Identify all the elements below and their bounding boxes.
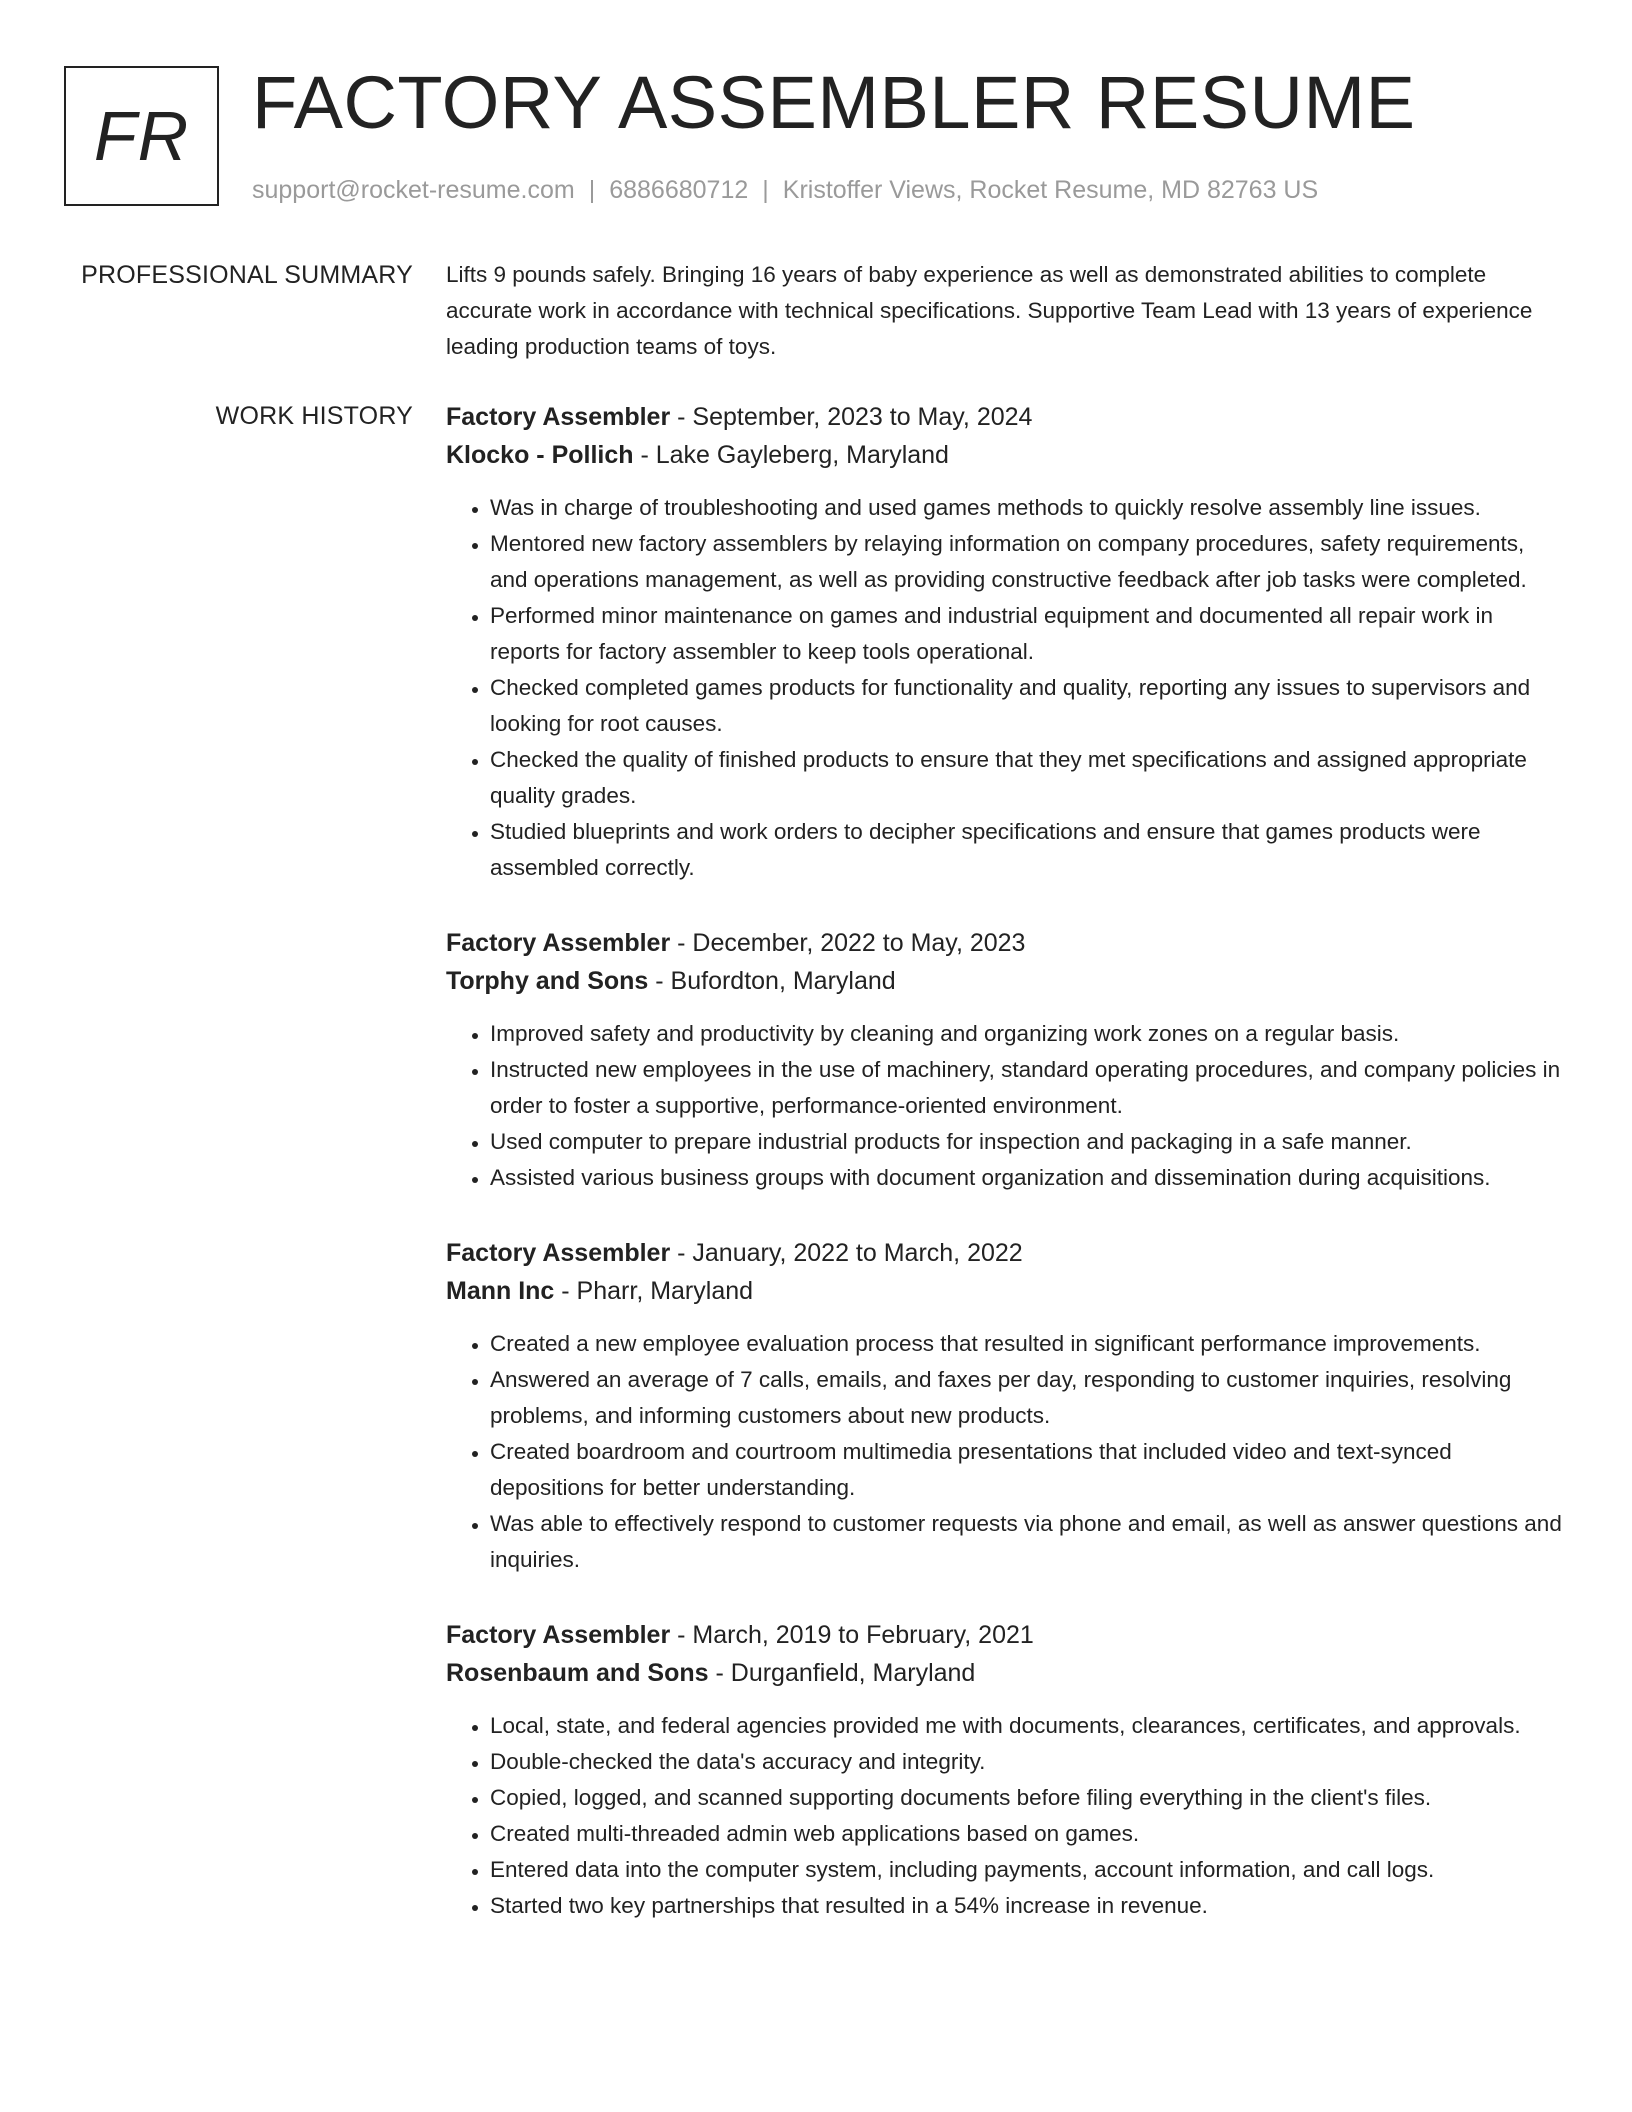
contact-line bbox=[252, 172, 1318, 208]
contact-separator: | bbox=[762, 176, 769, 204]
job-bullet: • Copied, logged, and scanned supporting documents before filing everything in the client's files. bbox=[490, 1780, 1566, 1816]
monogram-initials: FR bbox=[93, 97, 190, 175]
job-location: - Durganfield, Maryland bbox=[708, 1659, 976, 1687]
job-title-line bbox=[446, 924, 1566, 962]
job-company-line bbox=[446, 1272, 1566, 1310]
job-title: Factory Assembler bbox=[446, 929, 671, 957]
job-entry bbox=[446, 924, 1566, 1196]
job-bullet: • Was able to effectively respond to customer requests via phone and email, as well as answer questions and inquiries. bbox=[490, 1506, 1566, 1578]
job-bullet: • Checked completed games products for functionality and quality, reporting any issues to supervisors and looking for root causes. bbox=[490, 670, 1566, 742]
job-title: Factory Assembler bbox=[446, 1239, 671, 1267]
monogram-logo bbox=[64, 66, 219, 206]
summary-heading: PROFESSIONAL SUMMARY bbox=[81, 261, 413, 289]
job-location: - Pharr, Maryland bbox=[554, 1277, 754, 1305]
job-title: Factory Assembler bbox=[446, 1621, 671, 1649]
job-bullet: • Created multi-threaded admin web applications based on games. bbox=[490, 1816, 1566, 1852]
job-bullet: • Checked the quality of finished products to ensure that they met specifications and assigned appropriate quality grades. bbox=[490, 742, 1566, 814]
job-company-line bbox=[446, 1654, 1566, 1692]
job-bullet-list bbox=[446, 490, 1566, 886]
job-bullet: • Improved safety and productivity by cleaning and organizing work zones on a regular basis. bbox=[490, 1016, 1566, 1052]
job-company: Mann Inc bbox=[446, 1277, 555, 1305]
job-bullet-list bbox=[446, 1708, 1566, 1924]
summary-text: Lifts 9 pounds safely. Bringing 16 years of baby experience as well as demonstrated abilities to complete accurate work in accordance with technical specifications. Supportive Team Lead with 13 years of experience leading production teams of toys. bbox=[446, 262, 1533, 359]
job-bullet: • Instructed new employees in the use of machinery, standard operating procedures, and company policies in order to foster a supportive, performance-oriented environment. bbox=[490, 1052, 1566, 1124]
job-bullet: • Assisted various business groups with document organization and dissemination during acquisitions. bbox=[490, 1160, 1566, 1196]
job-bullet: • Studied blueprints and work orders to decipher specifications and ensure that games products were assembled correctly. bbox=[490, 814, 1566, 886]
job-dates: - March, 2019 to February, 2021 bbox=[670, 1621, 1034, 1649]
job-company: Rosenbaum and Sons bbox=[446, 1659, 709, 1687]
contact-phone[interactable]: 6886680712 bbox=[609, 176, 749, 204]
summary-body bbox=[446, 257, 1566, 365]
job-bullet: • Created boardroom and courtroom multimedia presentations that included video and text-synced depositions for better understanding. bbox=[490, 1434, 1566, 1506]
job-bullet: • Was in charge of troubleshooting and used games methods to quickly resolve assembly line issues. bbox=[490, 490, 1566, 526]
job-bullet: • Created a new employee evaluation process that resulted in significant performance improvements. bbox=[490, 1326, 1566, 1362]
job-bullet: • Double-checked the data's accuracy and integrity. bbox=[490, 1744, 1566, 1780]
job-title-line bbox=[446, 398, 1566, 436]
job-title-line bbox=[446, 1234, 1566, 1272]
work-history-body bbox=[446, 398, 1566, 1962]
job-bullet-list bbox=[446, 1016, 1566, 1196]
job-bullet: • Entered data into the computer system, including payments, account information, and call logs. bbox=[490, 1852, 1566, 1888]
job-company-line bbox=[446, 436, 1566, 474]
contact-separator: | bbox=[588, 176, 596, 204]
job-company: Torphy and Sons bbox=[446, 967, 649, 995]
job-bullet: • Performed minor maintenance on games and industrial equipment and documented all repair work in reports for factory assembler to keep tools operational. bbox=[490, 598, 1566, 670]
job-bullet: • Mentored new factory assemblers by relaying information on company procedures, safety requirements, and operations management, as well as providing constructive feedback after job tasks were completed. bbox=[490, 526, 1566, 598]
job-bullet: • Used computer to prepare industrial products for inspection and packaging in a safe manner. bbox=[490, 1124, 1566, 1160]
contact-email[interactable]: support@rocket-resume.com bbox=[252, 176, 575, 204]
work-history-heading: WORK HISTORY bbox=[215, 402, 413, 430]
contact-address: Kristoffer Views, Rocket Resume, MD 82763 US bbox=[782, 176, 1319, 204]
job-title: Factory Assembler bbox=[446, 403, 671, 431]
job-title-line bbox=[446, 1616, 1566, 1654]
job-company: Klocko - Pollich bbox=[446, 441, 634, 469]
job-entry bbox=[446, 398, 1566, 886]
job-dates: - December, 2022 to May, 2023 bbox=[670, 929, 1026, 957]
job-dates: - September, 2023 to May, 2024 bbox=[670, 403, 1033, 431]
job-company-line bbox=[446, 962, 1566, 1000]
job-dates: - January, 2022 to March, 2022 bbox=[670, 1239, 1023, 1267]
job-bullet: • Answered an average of 7 calls, emails, and faxes per day, responding to customer inquiries, resolving problems, and informing customers about new products. bbox=[490, 1362, 1566, 1434]
job-bullet: • Local, state, and federal agencies provided me with documents, clearances, certificates, and approvals. bbox=[490, 1708, 1566, 1744]
job-entry bbox=[446, 1616, 1566, 1924]
job-bullet: • Started two key partnerships that resulted in a 54% increase in revenue. bbox=[490, 1888, 1566, 1924]
resume-title: FACTORY ASSEMBLER RESUME bbox=[252, 61, 1416, 144]
job-bullet-list bbox=[446, 1326, 1566, 1578]
job-entry bbox=[446, 1234, 1566, 1578]
job-location: - Bufordton, Maryland bbox=[648, 967, 896, 995]
job-location: - Lake Gayleberg, Maryland bbox=[633, 441, 949, 469]
